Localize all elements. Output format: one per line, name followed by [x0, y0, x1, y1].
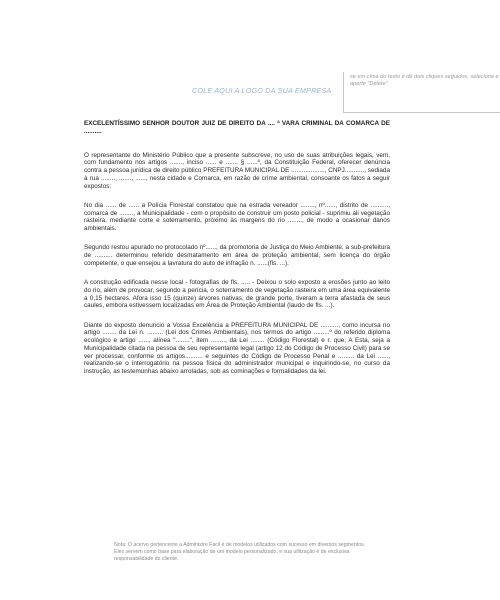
- paragraph-intro: O representante do Ministério Público que a presente subscreve, no uso de suas atribuições legais, vem, com fundamento nos artigos ......., inciso ...... e ....... § ......º, da Constituição Federal, oferecer denúncia contra a pessoa jurídica de direito público PREFEITURA MUNICIPAL DE ..................., CNPJ..........., sediada à rua ........, ......., ......, nesta cidade e Comarca, em razão de crime ambiental, consoante os fatos a seguir expostos:: [84, 151, 390, 190]
- instruction-box: [343, 72, 500, 113]
- document-title: EXCELENTÍSSIMO SENHOR DOUTOR JUIZ DE DIREITO DA .... ª VARA CRIMINAL DA COMARCA DE ..........: [84, 120, 390, 135]
- instruction-text: se em cima do texto e dê dois cliques seguidos, selecione e aperte "Delete": [350, 74, 499, 88]
- document-body: [84, 120, 390, 387]
- paragraph-damage: A construção edificada nesse local - fotografias de fls. ..... - Deixou o solo exposto a erosões junto ao leito do rio, além de provocar, segundo a perícia, o soterramento de vegetação rasteira em uma área equivalente a 0,15 hectares. Afora isso 15 (quinze) árvores nativas, de grande porte, tiveram a terra afastada de seus caules, embora estivessem localizadas em Área de Proteção Ambiental (laudo de fls. ...).: [84, 279, 390, 310]
- paragraph-request: Diante do exposto denuncio a Vossa Excelência a PREFEITURA MUNICIPAL DE .........., como incursa no artigo ........ da Lei n. ......... (Lei dos Crimes Ambientais), nos termos do artigo .........º do referido diploma ecológico e artigo ......, alínea "........", item ........, da Lei ........ (Código Florestal) e r. que, A Esta, seja a Municipalidade citada na pessoa de seu representante legal (artigo 12 do Código de Processo Civil) para se ver processar, conforme os artigos.......... e seguintes do Código de Processo Penal e ......... da Lei ......, realizando-se o interrogatório na pessoa física do administrador municipal e inquirindo-se, no curso da instrução, as testemunhas abaixo arroladas, sob as cominações e formalidades da lei.: [84, 321, 390, 375]
- paragraph-facts: No dia ...... de ...... a Polícia Florestal constatou que na estrada vereador ........, nº......, distrito de .........., comarca de ........, a Municipalidade - com o propósito de construir um posto policial - suprimiu ali vegetação rasteira, mediante corte e soterramento, próximo às margens do rio ........, de modo a ocasionar danos ambientais.: [84, 201, 390, 232]
- paragraph-investigation: Segundo restou apurado no protocolado nº......, da promotoria de Justiça do Meio Ambiente, a sub-prefeitura de .......... determinou referido desmatamento em área de proteção ambiental, sem licença do órgão competente, o que ensejou a lavratura do auto de infração n. ......(fls. ...).: [84, 244, 390, 267]
- footer-note: Nota: O acervo pertencente a Administre Fácil é de modelos utilizados com sucesso em diversos segmentos. Eles servem como base para elaboração de um modelo personalizado, e sua utilização é de exclusiva responsabilidade do cliente.: [114, 542, 366, 562]
- logo-placeholder: COLE AQUI A LOGO DA SUA EMPRESA: [192, 86, 332, 95]
